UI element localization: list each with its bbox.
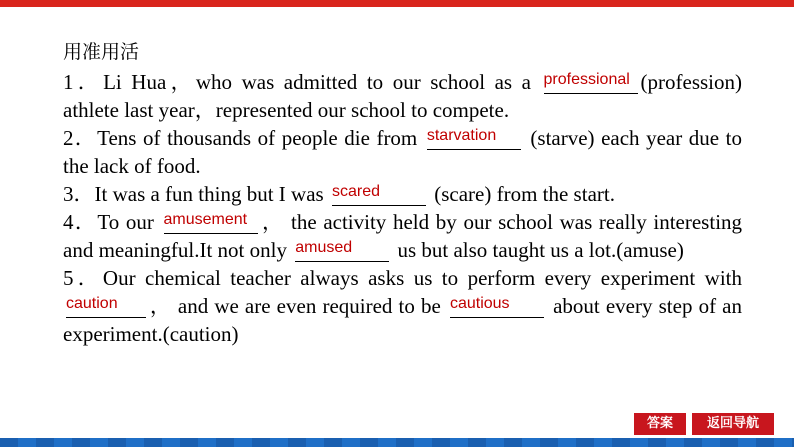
question-text: It was a fun thing but I was	[94, 182, 324, 206]
question-1	[46, 68, 742, 124]
answer-text: professional	[543, 71, 630, 88]
question-text: (scare) from the start.	[434, 182, 615, 206]
top-accent-bar	[0, 0, 794, 7]
answer-text: amused	[295, 239, 353, 256]
question-4	[46, 208, 742, 264]
question-text: Tens of thousands of people die from	[97, 126, 418, 150]
answer-text: scared	[331, 183, 380, 200]
answer-blank[interactable]	[164, 211, 258, 234]
question-2	[46, 124, 742, 180]
answer-blank[interactable]	[66, 295, 146, 318]
answer-blank[interactable]	[295, 239, 389, 262]
question-text: Our chemical teacher always asks us to perform every experiment with	[102, 266, 743, 290]
question-number: 5．	[63, 266, 103, 290]
question-text: To our	[97, 210, 154, 234]
question-text: (starve) each year due to the lack of food.	[63, 126, 743, 178]
question-number: 1．	[63, 70, 104, 94]
answer-blank[interactable]	[427, 127, 521, 150]
answer-blank[interactable]	[450, 295, 544, 318]
answer-text: cautious	[449, 295, 510, 312]
bottom-accent-bar	[0, 438, 794, 447]
answer-text: amusement	[163, 211, 248, 228]
answer-text: starvation	[426, 127, 497, 144]
section-title: 用准用活	[63, 41, 140, 63]
question-text: ， the activity held by our school was really interesting and meaningful.It not only	[63, 210, 743, 262]
back-navigation-button[interactable]: 返回导航	[692, 413, 774, 435]
question-3	[46, 180, 742, 208]
exercise-content	[46, 38, 742, 348]
question-number: 4．	[63, 210, 98, 234]
question-text: about every step of an experiment.(caution)	[63, 294, 743, 346]
question-5	[46, 264, 742, 348]
question-text: ， and we are even required to be	[149, 294, 441, 318]
answer-text: caution	[66, 295, 118, 312]
answer-blank[interactable]	[332, 183, 426, 206]
answer-blank[interactable]	[544, 71, 638, 94]
question-text: Li Hua，who was admitted to our school as a	[103, 70, 531, 94]
answer-button[interactable]: 答案	[634, 413, 686, 435]
question-text: us but also taught us a lot.(amuse)	[397, 238, 684, 262]
question-text: (profession) athlete last year，represented our school to compete.	[63, 70, 743, 122]
question-number: 3．	[63, 182, 95, 206]
question-number: 2．	[63, 126, 98, 150]
